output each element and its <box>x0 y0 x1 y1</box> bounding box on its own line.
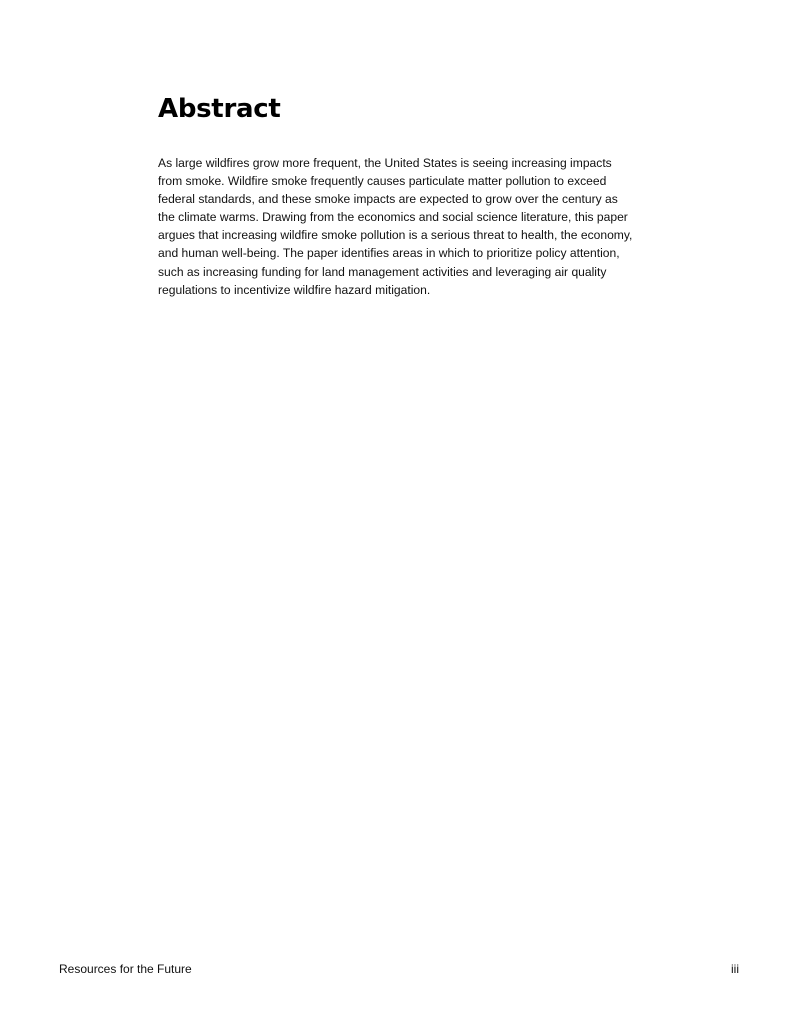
footer-page-number: iii <box>731 962 739 976</box>
footer-organization: Resources for the Future <box>59 962 192 976</box>
abstract-heading: Abstract <box>158 94 281 124</box>
abstract-paragraph: As large wildfires grow more frequent, the United States is seeing increasing impacts from smoke. Wildfire smoke frequently causes particulate matter pollution to exceed federal standards, and these smoke impacts are expected to grow over the century as the climate warms. Drawing from the economics and social science literature, this paper argues that increasing wildfire smoke pollution is a serious threat to health, the economy, and human well-being. The paper identifies areas in which to prioritize policy attention, such as increasing funding for land management activities and leveraging air quality regulations to incentivize wildfire hazard mitigation. <box>158 156 633 297</box>
